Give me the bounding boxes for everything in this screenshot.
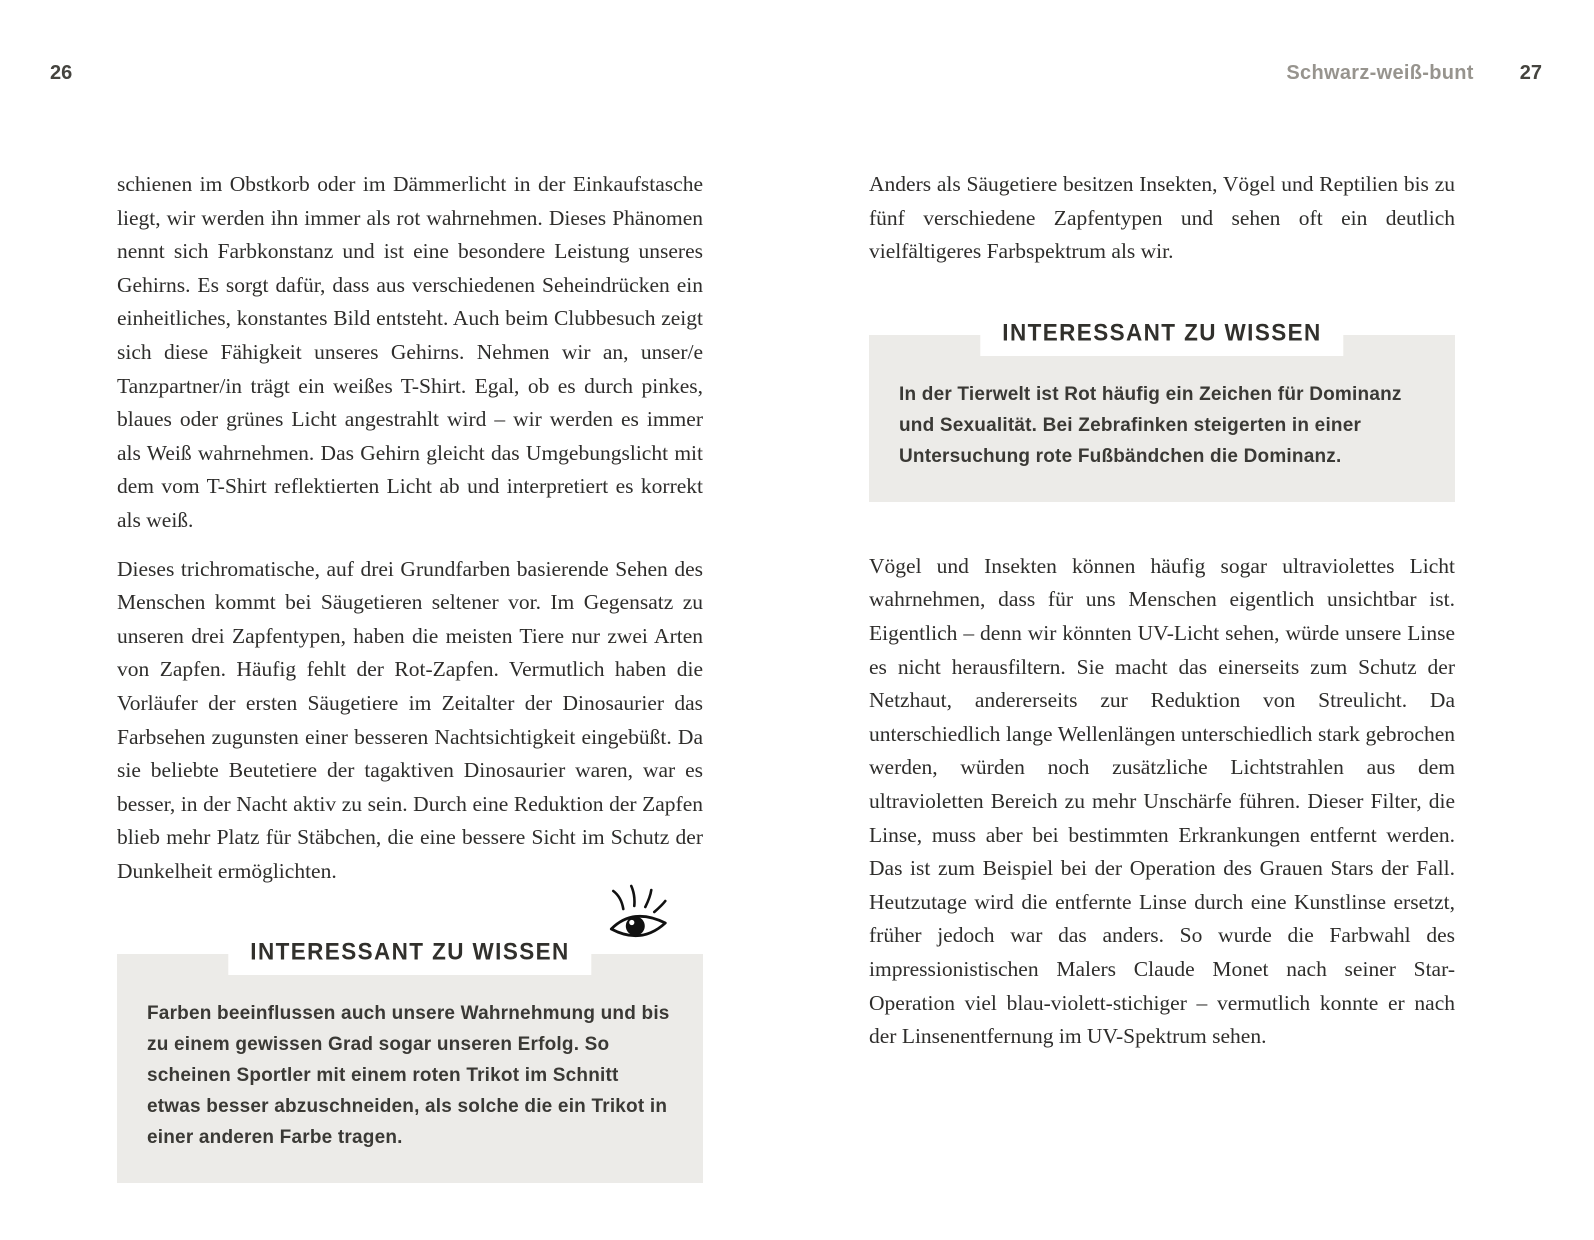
chapter-title: Schwarz-weiß-bunt [1286, 62, 1474, 84]
left-page-number: 26 [50, 62, 73, 84]
left-info-box-label [228, 935, 591, 975]
left-paragraph-1: schienen im Obstkorb oder im Dämmerlicht in der Einkaufstasche liegt, wir werden ihn immer als rot wahrnehmen. Dieses Phänomen nennt sich Farbkonstanz und ist eine besondere Leistung unseres Gehirns. Es sorgt dafür, dass aus verschiedenen Seheindrücken ein einheitliches, konstantes Bild entsteht. Auch beim Clubbesuch zeigt sich diese Fähigkeit unseres Gehirns. Nehmen wir an, unser/e Tanzpartner/in trägt ein weißes T-Shirt. Egal, ob es durch pinkes, blaues oder grünes Licht angestrahlt wird – wir werden es immer als Weiß wahrnehmen. Das Gehirn gleicht das Umgebungslicht mit dem vom T-Shirt reflektierten Licht ab und interpretiert es korrekt als weiß. [117, 172, 703, 532]
left-page-column [117, 168, 703, 1183]
right-paragraph-main: Vögel und Insekten können häufig sogar ultraviolettes Licht wahrnehmen, dass für uns Menschen eigentlich unsichtbar ist. Eigentlich – denn wir könnten UV-Licht sehen, würde unsere Linse es nicht herausfiltern. Sie macht das einerseits zum Schutz der Netzhaut, andererseits zur Reduktion von Streulicht. Da unterschiedlich lange Wellenlängen unterschiedlich stark gebrochen werden, würden noch zusätzliche Lichtstrahlen aus dem ultravioletten Bereich zu mehr Unschärfe führen. Dieser Filter, die Linse, muss aber bei bestimmten Erkrankungen entfernt werden. Das ist zum Beispiel bei der Operation des Grauen Stars der Fall. Heutzutage wird die entfernte Linse durch eine Kunstlinse ersetzt, früher jedoch war das anders. So wurde die Farbwahl des impressionistischen Malers Claude Monet nach seiner Star-Operation viel blau-violett-stichiger – vermutlich konnte er nach der Linsenentfernung im UV-Spektrum sehen. [869, 553, 1455, 1049]
right-info-box-label [980, 316, 1343, 356]
left-paragraph-2: Dieses trichromatische, auf drei Grundfarben basierende Sehen des Menschen kommt bei Säugetieren seltener vor. Im Gegensatz zu unseren drei Zapfentypen, haben die meisten Tiere nur zwei Arten von Zapfen. Häufig fehlt der Rot-Zapfen. Vermutlich haben die Vorläufer der ersten Säugetiere im Zeitalter der Dinosaurier das Farbsehen zugunsten einer besseren Nachtsichtigkeit eingebüßt. Da sie beliebte Beutetiere der tagaktiven Dinosaurier waren, war es besser, in der Nacht aktiv zu sein. Durch eine Reduktion der Zapfen blieb mehr Platz für Stäbchen, die eine bessere Sicht im Schutz der Dunkelheit ermöglichten. [117, 556, 703, 883]
right-info-box [869, 318, 1455, 502]
right-page-number: 27 [1519, 62, 1542, 84]
right-info-box-text: In der Tierwelt ist Rot häufig ein Zeichen für Dominanz und Sexualität. Bei Zebrafinken steigerten in einer Untersuchung rote Fußbändchen die Dominanz. [899, 383, 1402, 467]
eye-icon [608, 883, 670, 949]
left-info-box [117, 938, 703, 1183]
left-info-box-heading: INTERESSANT ZU WISSEN [250, 938, 570, 966]
right-running-head [1286, 62, 1542, 85]
right-info-box-heading: INTERESSANT ZU WISSEN [1002, 318, 1322, 346]
right-page-column [869, 168, 1455, 1054]
left-info-box-text: Farben beeinflussen auch unsere Wahrnehmung und bis zu einem gewissen Grad sogar unseren Erfolg. So scheinen Sportler mit einem roten Trikot im Schnitt etwas besser abzuschneiden, als solche die ein Trikot in einer anderen Farbe tragen. [147, 1003, 670, 1149]
right-paragraph-intro: Anders als Säugetiere besitzen Insekten, Vögel und Reptilien bis zu fünf verschiedene Zapfentypen und sehen oft ein deutlich vielfältigeres Farbspektrum als wir. [869, 172, 1455, 264]
